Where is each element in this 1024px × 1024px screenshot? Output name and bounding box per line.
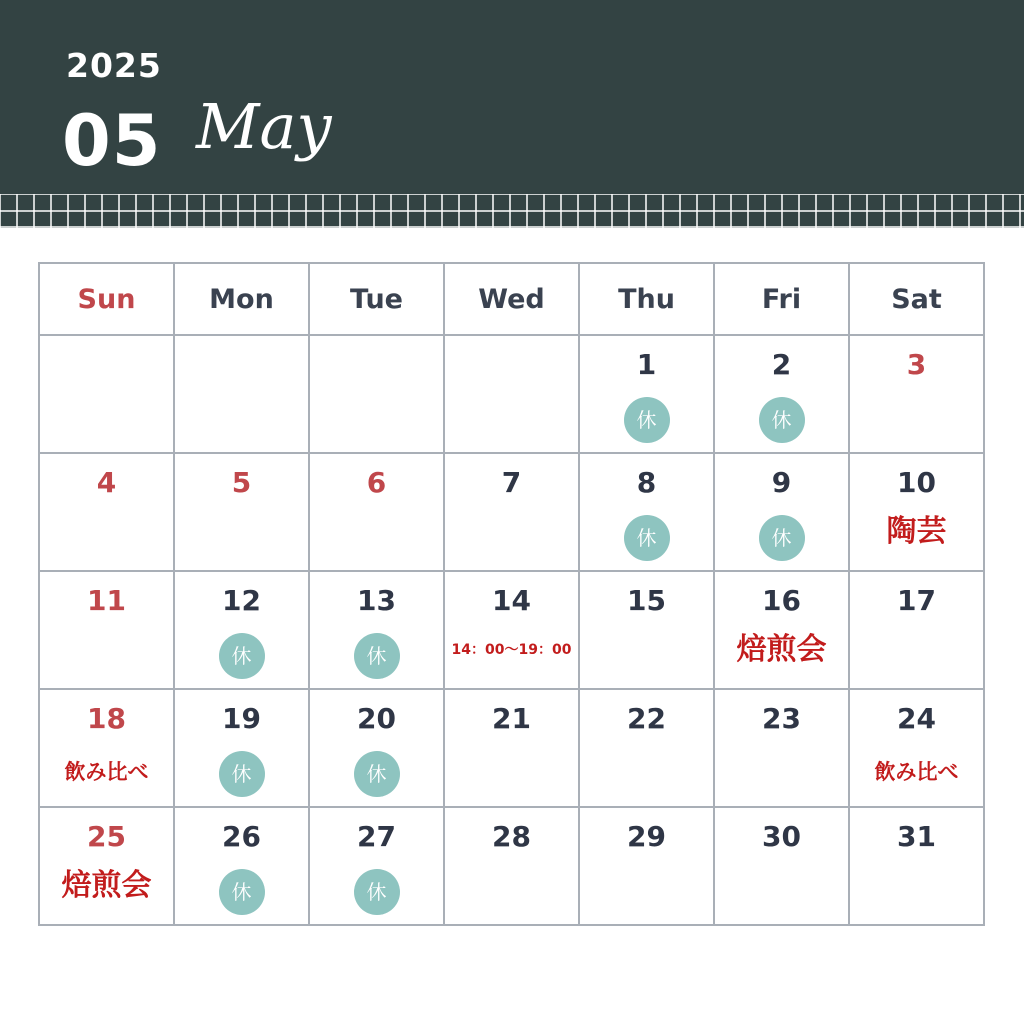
day-cell-19 (174, 689, 309, 807)
day-cell-27 (309, 807, 444, 925)
closed-day-badge: 休 (624, 515, 670, 561)
day-number: 13 (357, 584, 396, 617)
day-cell-26 (174, 807, 309, 925)
day-cell-23 (714, 689, 849, 807)
day-number: 1 (636, 348, 657, 381)
day-cell-6 (309, 453, 444, 571)
day-number: 22 (627, 702, 666, 735)
day-cell-28 (444, 807, 579, 925)
decorative-grid-strip (0, 194, 1024, 228)
day-cell-5 (174, 453, 309, 571)
closed-day-badge: 休 (219, 869, 265, 915)
empty-day-cell (39, 335, 174, 453)
day-cell-9 (714, 453, 849, 571)
day-number: 18 (87, 702, 126, 735)
day-number: 31 (897, 820, 936, 853)
day-cell-29 (579, 807, 714, 925)
closed-day-badge: 休 (354, 751, 400, 797)
day-number: 8 (636, 466, 657, 499)
day-number: 27 (357, 820, 396, 853)
closed-day-badge: 休 (759, 397, 805, 443)
weekday-thu: Thu (579, 263, 714, 335)
year-label: 2025 (66, 46, 162, 85)
day-cell-13 (309, 571, 444, 689)
day-number: 15 (627, 584, 666, 617)
empty-day-cell (309, 335, 444, 453)
weekday-tue: Tue (309, 263, 444, 335)
day-cell-2 (714, 335, 849, 453)
day-number: 26 (222, 820, 261, 853)
day-cell-11 (39, 571, 174, 689)
day-number: 7 (501, 466, 522, 499)
weekday-wed: Wed (444, 263, 579, 335)
empty-day-cell (174, 335, 309, 453)
day-number: 21 (492, 702, 531, 735)
day-number: 10 (897, 466, 936, 499)
closed-day-badge: 休 (219, 751, 265, 797)
day-cell-21 (444, 689, 579, 807)
day-number: 6 (366, 466, 387, 499)
closed-day-badge: 休 (624, 397, 670, 443)
day-cell-14 (444, 571, 579, 689)
week-row (39, 453, 984, 571)
day-number: 28 (492, 820, 531, 853)
event-label: 14：00～19：00 (451, 641, 572, 658)
day-cell-17 (849, 571, 984, 689)
day-number: 9 (771, 466, 792, 499)
day-cell-8 (579, 453, 714, 571)
day-number: 24 (897, 702, 936, 735)
day-cell-1 (579, 335, 714, 453)
empty-day-cell (444, 335, 579, 453)
day-number: 20 (357, 702, 396, 735)
day-cell-18 (39, 689, 174, 807)
day-number: 19 (222, 702, 261, 735)
day-number: 2 (771, 348, 792, 381)
day-cell-20 (309, 689, 444, 807)
day-cell-15 (579, 571, 714, 689)
week-row (39, 335, 984, 453)
day-cell-22 (579, 689, 714, 807)
calendar-weeks (39, 335, 984, 925)
weekday-fri: Fri (714, 263, 849, 335)
closed-day-badge: 休 (759, 515, 805, 561)
day-number: 25 (87, 820, 126, 853)
day-cell-25 (39, 807, 174, 925)
event-label: 焙煎会 (61, 867, 152, 903)
day-cell-4 (39, 453, 174, 571)
day-cell-31 (849, 807, 984, 925)
day-number: 29 (627, 820, 666, 853)
day-number: 5 (231, 466, 252, 499)
day-number: 23 (762, 702, 801, 735)
day-number: 11 (87, 584, 126, 617)
day-cell-10 (849, 453, 984, 571)
closed-day-badge: 休 (354, 869, 400, 915)
month-calendar-grid (38, 262, 985, 926)
closed-day-badge: 休 (219, 633, 265, 679)
event-label: 飲み比べ (64, 759, 149, 784)
weekday-sun: Sun (39, 263, 174, 335)
day-number: 12 (222, 584, 261, 617)
calendar-header (0, 0, 1024, 228)
day-number: 16 (762, 584, 801, 617)
day-number: 17 (897, 584, 936, 617)
day-cell-12 (174, 571, 309, 689)
day-number: 30 (762, 820, 801, 853)
day-number: 14 (492, 584, 531, 617)
week-row (39, 807, 984, 925)
closed-day-badge: 休 (354, 633, 400, 679)
day-number: 3 (906, 348, 927, 381)
month-number: 05 (62, 100, 162, 182)
weekday-header-row (39, 263, 984, 335)
week-row (39, 689, 984, 807)
day-cell-7 (444, 453, 579, 571)
day-number: 4 (96, 466, 117, 499)
event-label: 陶芸 (886, 513, 947, 549)
event-label: 飲み比べ (874, 759, 959, 784)
week-row (39, 571, 984, 689)
event-label: 焙煎会 (736, 631, 827, 667)
day-cell-30 (714, 807, 849, 925)
weekday-sat: Sat (849, 263, 984, 335)
day-cell-24 (849, 689, 984, 807)
weekday-mon: Mon (174, 263, 309, 335)
day-cell-16 (714, 571, 849, 689)
month-name-script: May (196, 90, 332, 163)
day-cell-3 (849, 335, 984, 453)
